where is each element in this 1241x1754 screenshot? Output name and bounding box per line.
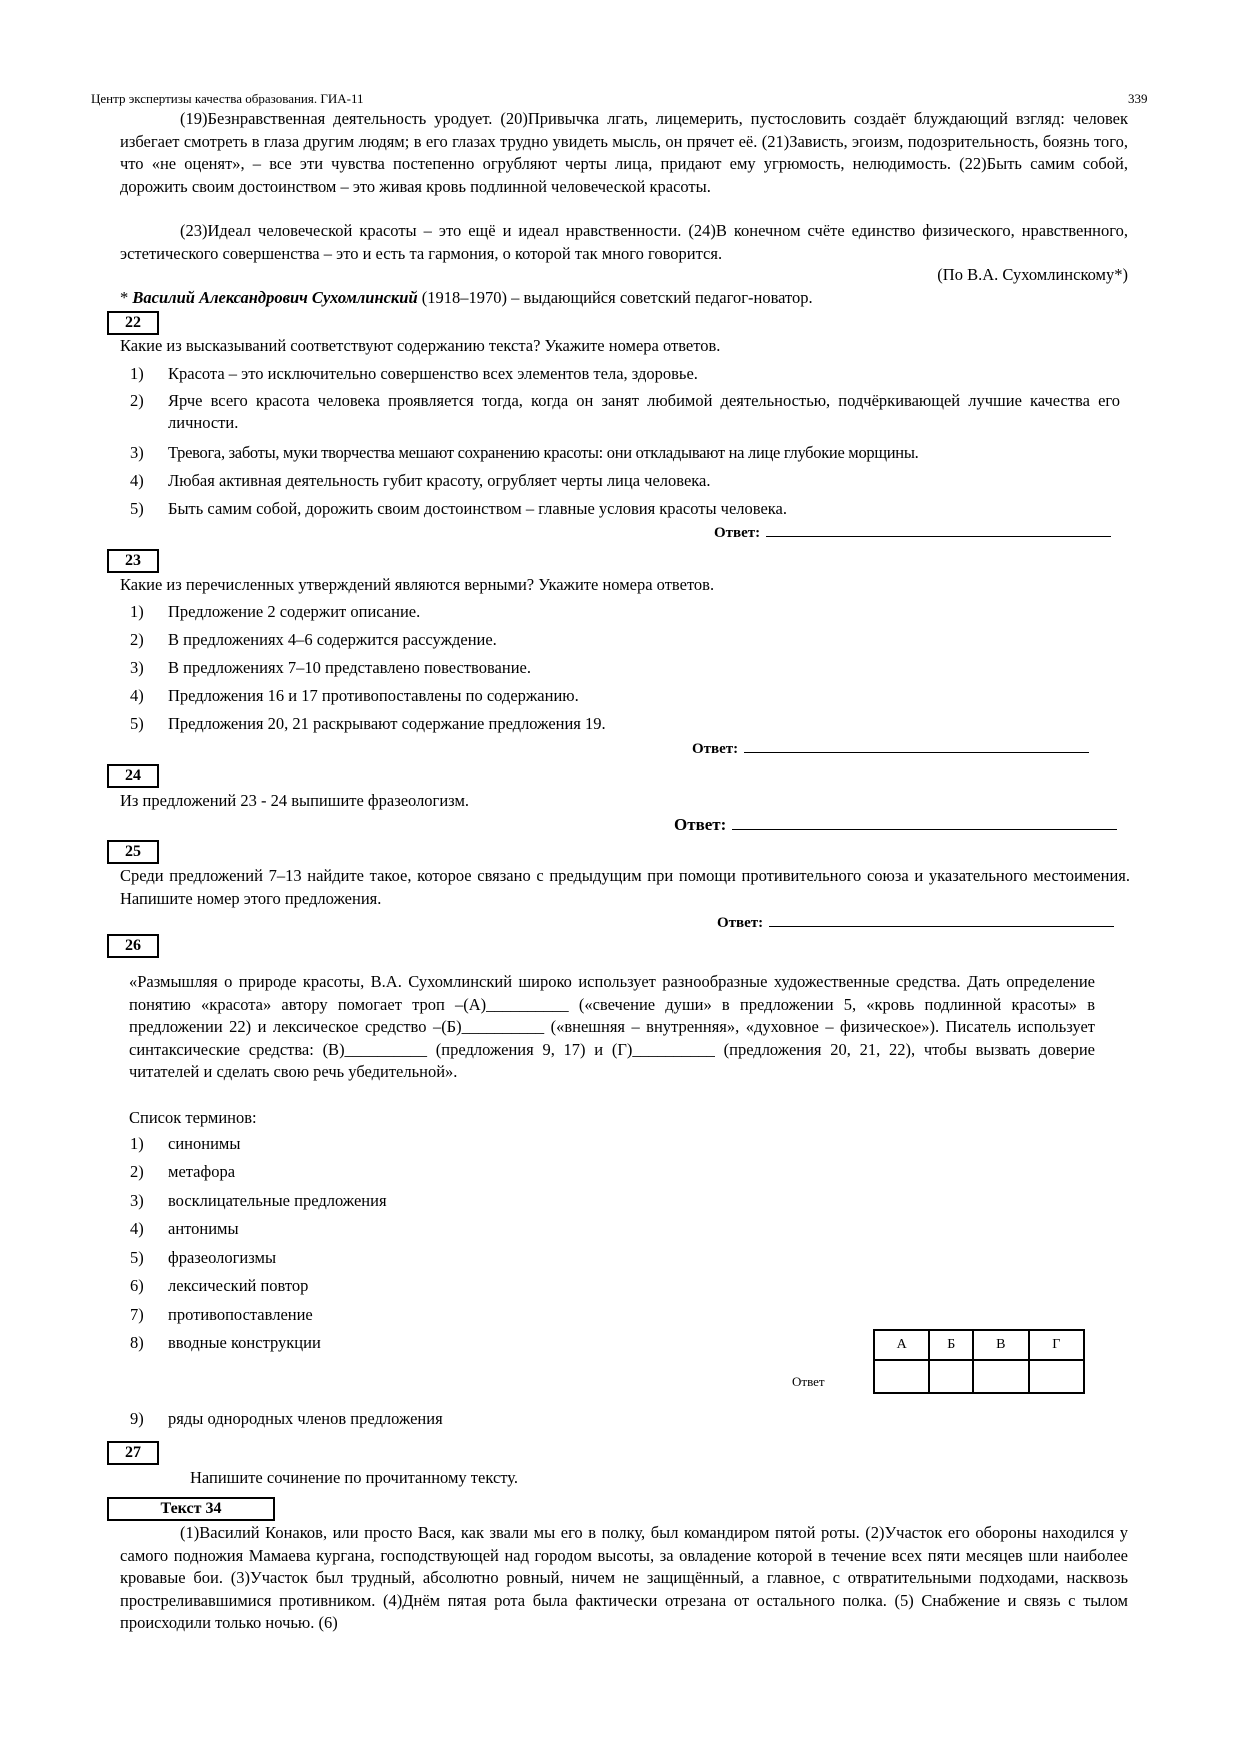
term-item bbox=[130, 1275, 630, 1297]
text-title-box: Текст 34 bbox=[107, 1497, 275, 1521]
term-number: 9) bbox=[130, 1409, 144, 1428]
term-number: 4) bbox=[130, 1219, 144, 1238]
answer-line[interactable] bbox=[766, 522, 1111, 537]
answer-table-header: Г bbox=[1029, 1330, 1084, 1360]
answer-field[interactable] bbox=[717, 912, 1114, 932]
passage-paragraph-1: (19)Безнравственная деятельность уродует. (20)Привычка лгать, лицемерить, пустословить создаёт блуждающий взгляд: человек избегает смотреть в глаза другим людям; в его глазах трудно увидеть мысль, он прячет её. (21)Зависть, эгоизм, подозрительность, боязнь того, что «не оценят», – все эти чувства постепенно огрубляют черты лица, придают ему угрюмость, нелюдимость. (22)Быть самим собой, дорожить своим достоинством – это живая кровь подлинной человеческой красоты. bbox=[120, 109, 1128, 196]
option-text: Предложения 20, 21 раскрывают содержание предложения 19. bbox=[168, 714, 606, 733]
answer-line[interactable] bbox=[744, 738, 1089, 753]
question-prompt: Среди предложений 7–13 найдите такое, которое связано с предыдущим при помощи противительного союза и указательного местоимения. Напишите номер этого предложения. bbox=[120, 866, 1130, 908]
term-item bbox=[130, 1247, 630, 1269]
term-number: 3) bbox=[130, 1191, 144, 1210]
option-number: 1) bbox=[130, 364, 144, 383]
question-number-box: 23 bbox=[107, 549, 159, 573]
answer-table-header: В bbox=[973, 1330, 1028, 1360]
answer-table-header: А bbox=[874, 1330, 929, 1360]
term-text: метафора bbox=[168, 1162, 236, 1181]
answer-label: Ответ: bbox=[692, 741, 739, 757]
answer-line[interactable] bbox=[769, 912, 1114, 927]
term-number: 7) bbox=[130, 1305, 144, 1324]
option-number: 5) bbox=[130, 499, 144, 518]
option-number: 3) bbox=[130, 658, 144, 677]
term-item bbox=[130, 1190, 630, 1212]
option-number: 4) bbox=[130, 471, 144, 490]
option-text: Любая активная деятельность губит красоту, огрубляет черты лица человека. bbox=[168, 471, 711, 490]
answer-label: Ответ: bbox=[714, 525, 761, 541]
running-header: Центр экспертизы качества образования. ГИА-11 bbox=[91, 91, 364, 106]
term-text: синонимы bbox=[168, 1134, 241, 1153]
answer-option bbox=[130, 363, 1120, 385]
answer-line[interactable] bbox=[732, 815, 1117, 830]
page-number: 339 bbox=[1128, 91, 1148, 106]
term-text: восклицательные предложения bbox=[168, 1191, 387, 1210]
answer-option bbox=[130, 713, 1120, 735]
answer-option bbox=[130, 657, 1120, 679]
question-number-box: 25 bbox=[107, 840, 159, 864]
answer-field[interactable] bbox=[692, 738, 1089, 758]
footnote bbox=[120, 287, 1130, 310]
term-number: 6) bbox=[130, 1276, 144, 1295]
answer-table-header: Б bbox=[929, 1330, 973, 1360]
term-number: 2) bbox=[130, 1162, 144, 1181]
term-text: лексический повтор bbox=[168, 1276, 309, 1295]
answer-cell-b[interactable] bbox=[929, 1360, 973, 1393]
term-text: вводные конструкции bbox=[168, 1333, 321, 1352]
answer-option bbox=[130, 629, 1120, 651]
term-text: ряды однородных членов предложения bbox=[168, 1409, 443, 1428]
footnote-star: * bbox=[120, 288, 129, 307]
answer-option bbox=[130, 601, 1120, 623]
option-text: Красота – это исключительно совершенство всех элементов тела, здоровье. bbox=[168, 364, 698, 383]
answer-option bbox=[130, 442, 1120, 464]
term-item bbox=[130, 1161, 630, 1183]
option-text: Ярче всего красота человека проявляется тогда, когда он занят любимой деятельностью, подчёркивающей лучшие качества его личности. bbox=[168, 391, 1120, 432]
question-number-box: 22 bbox=[107, 311, 159, 335]
option-text: Предложения 16 и 17 противопоставлены по содержанию. bbox=[168, 686, 579, 705]
answer-option bbox=[130, 685, 1120, 707]
term-item bbox=[130, 1408, 630, 1430]
option-text: Предложение 2 содержит описание. bbox=[168, 602, 421, 621]
term-text: фразеологизмы bbox=[168, 1248, 277, 1267]
answer-cell-v[interactable] bbox=[973, 1360, 1028, 1393]
answer-field[interactable] bbox=[674, 815, 1117, 835]
question-prompt: Напишите сочинение по прочитанному тексту. bbox=[190, 1468, 518, 1487]
question-number-box: 26 bbox=[107, 934, 159, 958]
text-paragraph: (1)Василий Конаков, или просто Вася, как звали мы его в полку, был командиром пятой роты. (2)Участок его обороны находился у самого подножия Мамаева кургана, господствующей над городом высоты, за овладение которой в течение всех пяти месяцев шли наиболее кровавые бои. (3)Участок был трудный, абсолютно ровный, ничем не защищённый, а главное, с отвратительными подходами, насквозь простреливавшимися противником. (4)Днём пятая рота была фактически отрезана от остального полка. (5) Снабжение и связь с тылом происходили только ночью. (6) bbox=[120, 1523, 1128, 1632]
question-prompt: Какие из перечисленных утверждений являются верными? Укажите номера ответов. bbox=[120, 575, 715, 594]
answer-label: Ответ: bbox=[717, 915, 764, 931]
option-text: В предложениях 4–6 содержится рассуждение. bbox=[168, 630, 497, 649]
question-number-box: 27 bbox=[107, 1441, 159, 1465]
answer-cell-g[interactable] bbox=[1029, 1360, 1084, 1393]
term-text: противопоставление bbox=[168, 1305, 313, 1324]
term-number: 8) bbox=[130, 1333, 144, 1352]
term-number: 1) bbox=[130, 1134, 144, 1153]
term-item bbox=[130, 1304, 630, 1326]
answer-option bbox=[130, 390, 1120, 434]
term-item bbox=[130, 1218, 630, 1240]
option-number: 4) bbox=[130, 686, 144, 705]
option-text: Тревога, заботы, муки творчества мешают сохранению красоты: они откладывают на лице глубокие морщины. bbox=[168, 443, 919, 462]
term-number: 5) bbox=[130, 1248, 144, 1267]
option-number: 2) bbox=[130, 630, 144, 649]
answer-option bbox=[130, 470, 1120, 492]
option-number: 1) bbox=[130, 602, 144, 621]
option-number: 2) bbox=[130, 391, 144, 410]
option-number: 5) bbox=[130, 714, 144, 733]
question-number-box: 24 bbox=[107, 764, 159, 788]
term-item bbox=[130, 1133, 630, 1155]
terms-list-title: Список терминов: bbox=[129, 1108, 257, 1127]
attribution: (По В.А. Сухомлинскому*) bbox=[937, 265, 1128, 284]
answer-label: Ответ: bbox=[674, 815, 727, 834]
answer-table bbox=[873, 1329, 1085, 1394]
question-prompt: «Размышляя о природе красоты, В.А. Сухомлинский широко использует разнообразные художественные средства. Дать определение понятию «красота» автору помогает троп –(А)__________ («свечение души» в предложении 5, «кровь подлинной красоты» в предложении 22) и лексическое средство –(Б)__________ («внешняя – внутренняя», «духовное – физическое»). Писатель использует синтаксические средства: (В)__________ (предложения 9, 17) и (Г)__________ (предложения 20, 21, 22), чтобы вызвать доверие читателей и сделать свою речь убедительной». bbox=[129, 972, 1095, 1081]
footnote-text: (1918–1970) – выдающийся советский педагог-новатор. bbox=[417, 288, 813, 307]
answer-option bbox=[130, 498, 1120, 520]
option-text: В предложениях 7–10 представлено повествование. bbox=[168, 658, 531, 677]
answer-field[interactable] bbox=[714, 522, 1111, 542]
question-prompt: Из предложений 23 - 24 выпишите фразеологизм. bbox=[120, 791, 470, 810]
passage-paragraph-2: (23)Идеал человеческой красоты – это ещё и идеал нравственности. (24)В конечном счёте единство физического, нравственного, эстетического совершенства – это и есть та гармония, о которой так много говорится. bbox=[120, 221, 1128, 263]
option-number: 3) bbox=[130, 443, 144, 462]
footnote-author-name: Василий Александрович Сухомлинский bbox=[132, 288, 418, 307]
question-prompt: Какие из высказываний соответствуют содержанию текста? Укажите номера ответов. bbox=[120, 336, 721, 355]
answer-table-label: Ответ bbox=[792, 1374, 825, 1389]
term-text: антонимы bbox=[168, 1219, 239, 1238]
option-text: Быть самим собой, дорожить своим достоинством – главные условия красоты человека. bbox=[168, 499, 787, 518]
answer-cell-a[interactable] bbox=[874, 1360, 929, 1393]
term-item bbox=[130, 1332, 630, 1354]
